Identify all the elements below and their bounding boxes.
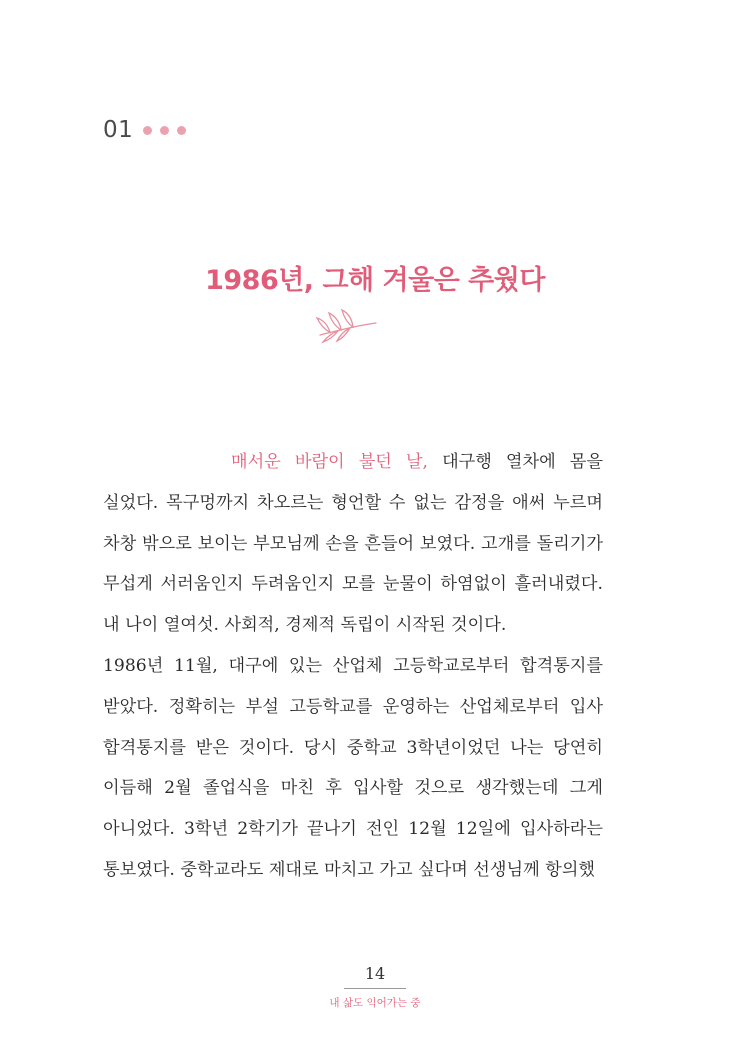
body-text [103, 442, 603, 891]
paragraph-text: 대구행 열차에 몸을 실었다. 목구멍까지 차오르는 형언할 수 없는 감정을 애써 누르며 차창 밖으로 보이는 부모님께 손을 흔들어 보였다. 고개를 돌리기가 무섭게 서러움인지 두려움인지 모를 눈물이 하염없이 흘러내렸다. 내 나이 열여섯. 사회적, 경제적 독립이 시작된 것이다. [103, 452, 603, 636]
book-title: 내 삶도 익어가는 중 [329, 997, 421, 1009]
dot-icon [160, 126, 169, 135]
chapter-number: 01 [103, 117, 134, 143]
chapter-marker [103, 117, 186, 143]
page-footer [0, 964, 750, 1010]
page-number: 14 [364, 964, 386, 983]
dot-icon [177, 126, 186, 135]
chapter-dots [143, 126, 186, 135]
footer-divider [344, 988, 406, 989]
dot-icon [143, 126, 152, 135]
chapter-title: 1986년, 그해 겨울은 추웠다 [205, 265, 545, 296]
paragraph [103, 442, 603, 646]
paragraph: 1986년 11월, 대구에 있는 산업체 고등학교로부터 합격통지를 받았다. 정확히는 부설 고등학교를 운영하는 산업체로부터 입사 합격통지를 받은 것이다. 당시 중학교 3학년이었던 나는 당연히 이듬해 2월 졸업식을 마친 후 입사할 것으로 생각했는데 그게 아니었다. 3학년 2학기가 끝나기 전인 12월 12일에 입사하라는 통보였다. 중학교라도 제대로 마치고 가고 싶다며 선생님께 항의했 [103, 655, 603, 880]
lead-phrase: 매서운 바람이 불던 날, [231, 452, 429, 472]
leaf-branch-icon [314, 305, 380, 345]
